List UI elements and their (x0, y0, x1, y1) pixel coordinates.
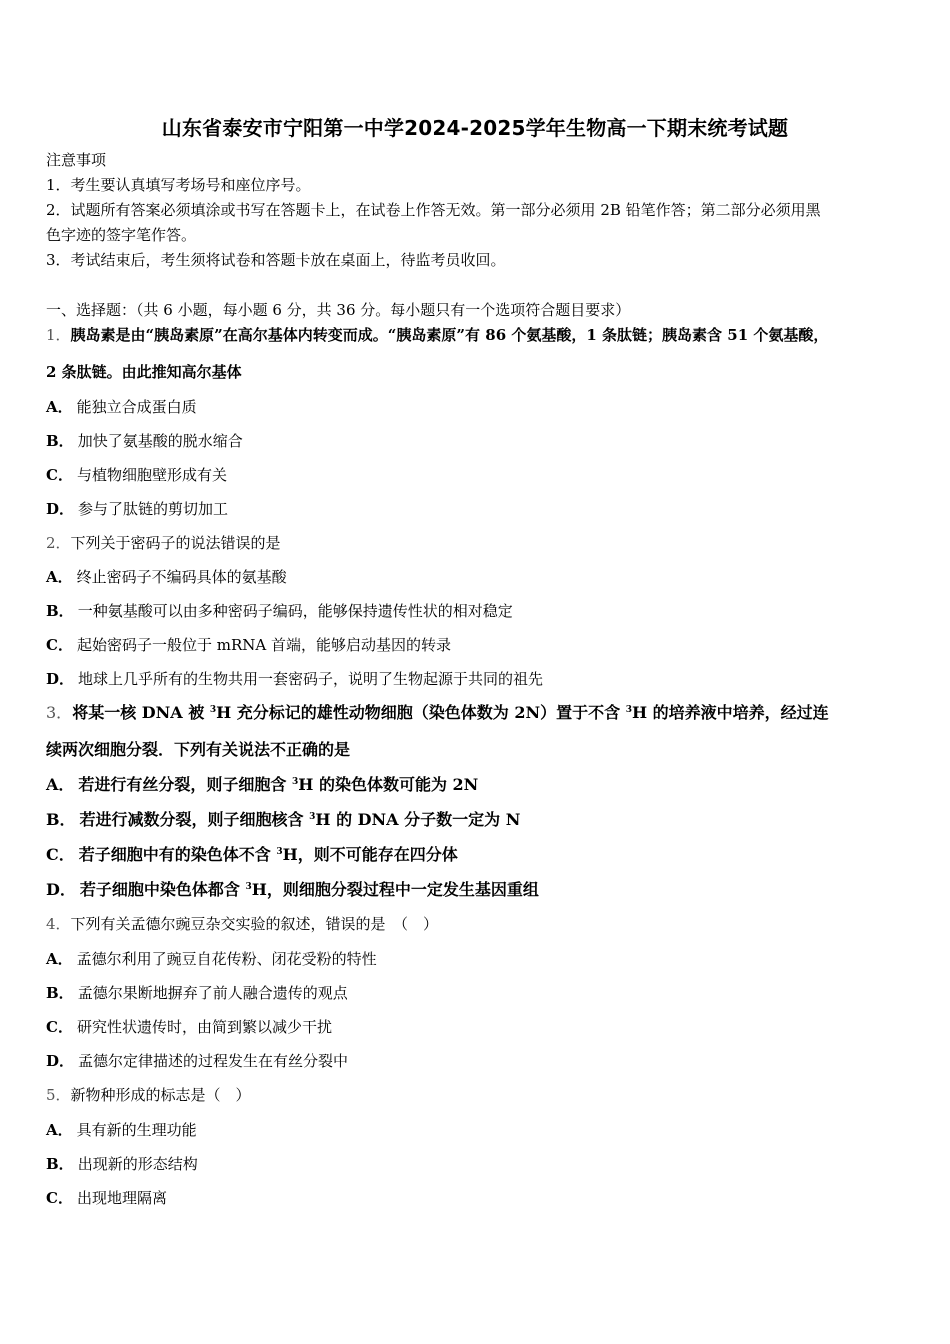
question-number: 5． (46, 1086, 71, 1104)
notice-item: 2．试题所有答案必须填涂或书写在答题卡上，在试卷上作答无效。第一部分必须用 2B 铅笔作答；第二部分必须用黑 (46, 201, 821, 219)
section-heading: 一、选择题：（共 6 小题，每小题 6 分，共 36 分。每小题只有一个选项符合题目要求） (46, 301, 631, 319)
question-5-option-b: B． 出现新的形态结构 (46, 1155, 198, 1173)
question-3-stem-cont: 续两次细胞分裂．下列有关说法不正确的是 (46, 740, 351, 759)
question-number: 4． (46, 915, 71, 933)
question-text: 下列关于密码子的说法错误的是 (70, 534, 281, 552)
question-1-option-d: D． 参与了肽链的剪切加工 (46, 500, 229, 518)
question-text: 新物种形成的标志是（ ） (70, 1086, 251, 1104)
question-3-option-c: C． 若子细胞中有的染色体不含 $^3$H，则不可能存在四分体 (46, 845, 458, 864)
question-2-stem (46, 533, 281, 553)
question-4-option-b: B． 孟德尔果断地摒弃了前人融合遗传的观点 (46, 984, 348, 1002)
question-4-option-a: A． 孟德尔利用了豌豆自花传粉、闭花受粉的特性 (46, 950, 377, 968)
question-3-option-b: B． 若进行减数分裂，则子细胞核含 $^3$H 的 DNA 分子数一定为 N (46, 810, 521, 829)
question-text: 胰岛素是由“胰岛素原”在高尔基体内转变而成。“胰岛素原”有 86 个氨基酸，1 条肽链；胰岛素含 51 个氨基酸， (70, 326, 829, 344)
question-3-option-d: D． 若子细胞中染色体都含 $^3$H，则细胞分裂过程中一定发生基因重组 (46, 880, 539, 899)
question-5-option-c: C． 出现地理隔离 (46, 1189, 167, 1207)
question-2-option-a: A． 终止密码子不编码具体的氨基酸 (46, 568, 287, 586)
question-text: 下列有关孟德尔豌豆杂交实验的叙述，错误的是 （ ） (70, 915, 439, 933)
question-4-option-c: C． 研究性状遗传时，由简到繁以减少干扰 (46, 1018, 332, 1036)
notice-item: 1．考生要认真填写考场号和座位序号。 (46, 176, 311, 194)
notice-item: 3．考试结束后，考生须将试卷和答题卡放在桌面上，待监考员收回。 (46, 251, 506, 269)
question-number: 2． (46, 534, 71, 552)
question-3-option-a: A． 若进行有丝分裂，则子细胞含 $^3$H 的染色体数可能为 2N (46, 775, 479, 794)
question-5-stem (46, 1085, 251, 1105)
question-1-option-b: B． 加快了氨基酸的脱水缩合 (46, 432, 243, 450)
question-1-stem-cont: 2 条肽链。由此推知高尔基体 (46, 363, 242, 381)
notice-item: 色字迹的签字笔作答。 (46, 226, 197, 244)
page-title: 山东省泰安市宁阳第一中学2024-2025学年生物高一下期末统考试题 (161, 116, 789, 140)
question-4-option-d: D． 孟德尔定律描述的过程发生在有丝分裂中 (46, 1052, 349, 1070)
question-1-stem (46, 325, 828, 345)
question-1-option-c: C． 与植物细胞壁形成有关 (46, 466, 227, 484)
question-2-option-b: B． 一种氨基酸可以由多种密码子编码，能够保持遗传性状的相对稳定 (46, 602, 513, 620)
question-2-option-c: C． 起始密码子一般位于 mRNA 首端，能够启动基因的转录 (46, 636, 451, 654)
question-number: 3． (46, 703, 73, 722)
question-3-stem: 3．将某一核 DNA 被 $^3$H 充分标记的雄性动物细胞（染色体数为 2N）置于不含 $^3$H 的培养液中培养，经过连 (46, 703, 829, 722)
question-2-option-d: D． 地球上几乎所有的生物共用一套密码子，说明了生物起源于共同的祖先 (46, 670, 544, 688)
question-1-option-a: A． 能独立合成蛋白质 (46, 398, 197, 416)
question-4-stem (46, 914, 438, 934)
notice-heading: 注意事项 (46, 151, 107, 169)
question-number: 1． (46, 326, 71, 344)
question-5-option-a: A． 具有新的生理功能 (46, 1121, 197, 1139)
